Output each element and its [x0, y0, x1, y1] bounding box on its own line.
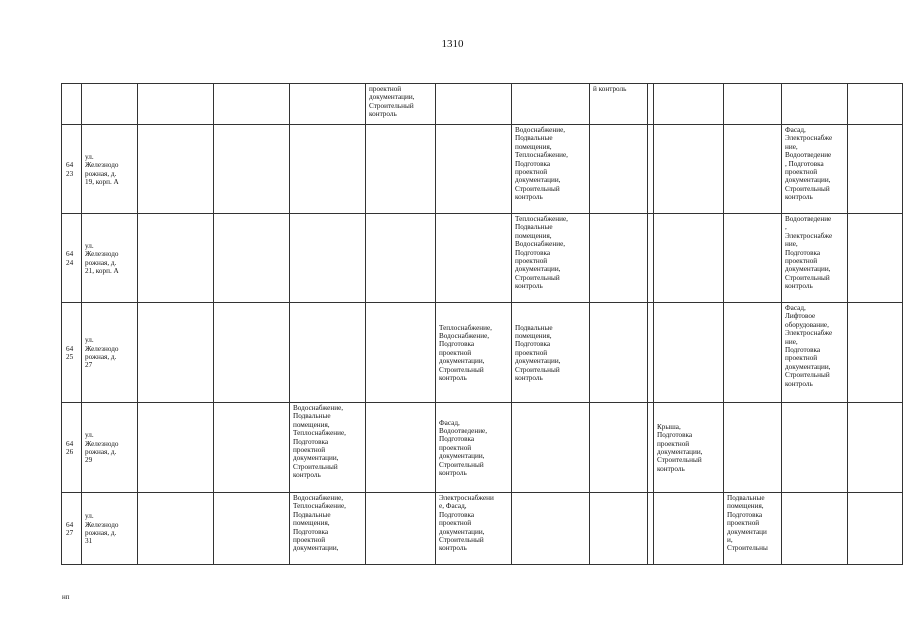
address-cell: [82, 125, 138, 214]
work-cell: [138, 303, 214, 403]
work-cell: [214, 125, 290, 214]
work-cell: [290, 214, 366, 303]
work-cell: [654, 403, 724, 493]
work-cell: [848, 303, 903, 403]
work-cell: [138, 125, 214, 214]
row-number-cell: [62, 493, 82, 565]
work-cell: [214, 214, 290, 303]
work-cell: [590, 214, 648, 303]
work-cell: [512, 403, 590, 493]
work-cell: [724, 214, 782, 303]
table-row: [62, 303, 903, 403]
cell-text: Фасад, Водоотведение, Подготовка проектной документации, Строительный контроль: [439, 418, 488, 478]
cell-text: Электроснабжени е, Фасад, Подготовка проектной документации, Строительный контроль: [439, 494, 494, 553]
work-cell: [290, 125, 366, 214]
cell-text: 64 26: [66, 439, 74, 456]
work-cell: [724, 403, 782, 493]
cell-text: Водоснабжение, Теплоснабжение, Подвальные помещения, Подготовка проектной документации,: [293, 494, 346, 553]
row-number-cell: [62, 84, 82, 125]
row-number-cell: [62, 403, 82, 493]
cell-text: Водоснабжение, Подвальные помещения, Теплоснабжение, Подготовка проектной документации, Строительный контроль: [515, 126, 568, 202]
work-cell: [290, 493, 366, 565]
address-cell: [82, 403, 138, 493]
work-cell: [138, 214, 214, 303]
work-cell: [782, 84, 848, 125]
work-cell: [512, 125, 590, 214]
work-cell: [724, 303, 782, 403]
table-row: [62, 403, 903, 493]
work-cell: [436, 214, 512, 303]
address-cell: [82, 303, 138, 403]
cell-text: Подвальные помещения, Подготовка проектной документаци и, Строительны: [727, 494, 768, 553]
address-cell: [82, 214, 138, 303]
work-cell: [782, 403, 848, 493]
work-cell: [782, 493, 848, 565]
work-cell: [512, 303, 590, 403]
cell-text: Крыша, Подготовка проектной документации, Строительный контроль: [657, 422, 703, 473]
footer-mark: нп: [62, 593, 70, 601]
work-cell: [366, 493, 436, 565]
work-cell: [654, 303, 724, 403]
cell-text: ул. Железнодо рожная, д. 31: [85, 512, 119, 546]
work-cell: [654, 84, 724, 125]
cell-text: Теплоснабжение, Водоснабжение, Подготовка проектной документации, Строительный контроль: [439, 323, 492, 383]
work-cell: [214, 84, 290, 125]
work-cell: [654, 493, 724, 565]
work-cell: [782, 303, 848, 403]
work-cell: [214, 403, 290, 493]
work-cell: [290, 84, 366, 125]
table-row: [62, 493, 903, 565]
work-cell: [290, 403, 366, 493]
work-cell: [590, 303, 648, 403]
cell-text: й контроль: [593, 85, 627, 93]
work-cell: [366, 84, 436, 125]
cell-text: Подвальные помещения, Подготовка проектной документации, Строительный контроль: [515, 323, 561, 383]
work-cell: [512, 493, 590, 565]
work-cell: [848, 214, 903, 303]
work-cell: [366, 303, 436, 403]
cell-text: Теплоснабжение, Подвальные помещения, Водоснабжение, Подготовка проектной документации, Строительный контроль: [515, 215, 568, 291]
cell-text: Фасад, Электроснабже ние, Водоотведение , Подготовка проектной документации, Строительный контроль: [785, 126, 833, 202]
cell-text: 64 27: [66, 520, 74, 537]
work-cell: [654, 214, 724, 303]
work-cell: [782, 214, 848, 303]
work-cell: [590, 493, 648, 565]
cell-text: 64 23: [66, 161, 74, 178]
table-row: [62, 214, 903, 303]
cell-text: Водоотведение , Электроснабже ние, Подготовка проектной документации, Строительный контроль: [785, 215, 833, 291]
work-cell: [848, 84, 903, 125]
address-cell: [82, 493, 138, 565]
cell-text: Фасад, Лифтовое оборудование, Электроснабже ние, Подготовка проектной документации, Строительный контроль: [785, 304, 833, 388]
cell-text: ул. Железнодо рожная, д. 21, корп. А: [85, 241, 119, 275]
address-cell: [82, 84, 138, 125]
work-cell: [138, 493, 214, 565]
cell-text: ул. Железнодо рожная, д. 29: [85, 431, 119, 465]
work-cell: [290, 303, 366, 403]
work-cell: [366, 125, 436, 214]
cell-text: ул. Железнодо рожная, д. 27: [85, 336, 119, 370]
work-cell: [436, 493, 512, 565]
work-cell: [782, 125, 848, 214]
page-number: 1310: [441, 38, 464, 50]
table-row: [62, 84, 903, 125]
work-cell: [848, 493, 903, 565]
row-number-cell: [62, 303, 82, 403]
work-cell: [436, 403, 512, 493]
work-cell: [724, 125, 782, 214]
work-cell: [724, 84, 782, 125]
work-cell: [590, 403, 648, 493]
work-cell: [436, 84, 512, 125]
work-cell: [436, 303, 512, 403]
work-cell: [724, 493, 782, 565]
work-cell: [214, 303, 290, 403]
work-cell: [848, 125, 903, 214]
work-cell: [214, 493, 290, 565]
work-cell: [848, 403, 903, 493]
work-cell: [138, 84, 214, 125]
table-row: [62, 125, 903, 214]
work-cell: [590, 84, 648, 125]
work-cell: [366, 214, 436, 303]
work-cell: [138, 403, 214, 493]
work-cell: [366, 403, 436, 493]
work-cell: [512, 214, 590, 303]
cell-text: Водоснабжение, Подвальные помещения, Теплоснабжение, Подготовка проектной документации, Строительный контроль: [293, 404, 346, 480]
cell-text: ул. Железнодо рожная, д. 19, корп. А: [85, 152, 119, 186]
cell-text: 64 25: [66, 344, 74, 361]
cell-text: проектной документации, Строительный контроль: [369, 85, 415, 119]
row-number-cell: [62, 214, 82, 303]
work-cell: [436, 125, 512, 214]
cell-text: 64 24: [66, 250, 74, 267]
work-cell: [512, 84, 590, 125]
row-number-cell: [62, 125, 82, 214]
work-cell: [654, 125, 724, 214]
work-cell: [590, 125, 648, 214]
works-table: [61, 83, 903, 565]
